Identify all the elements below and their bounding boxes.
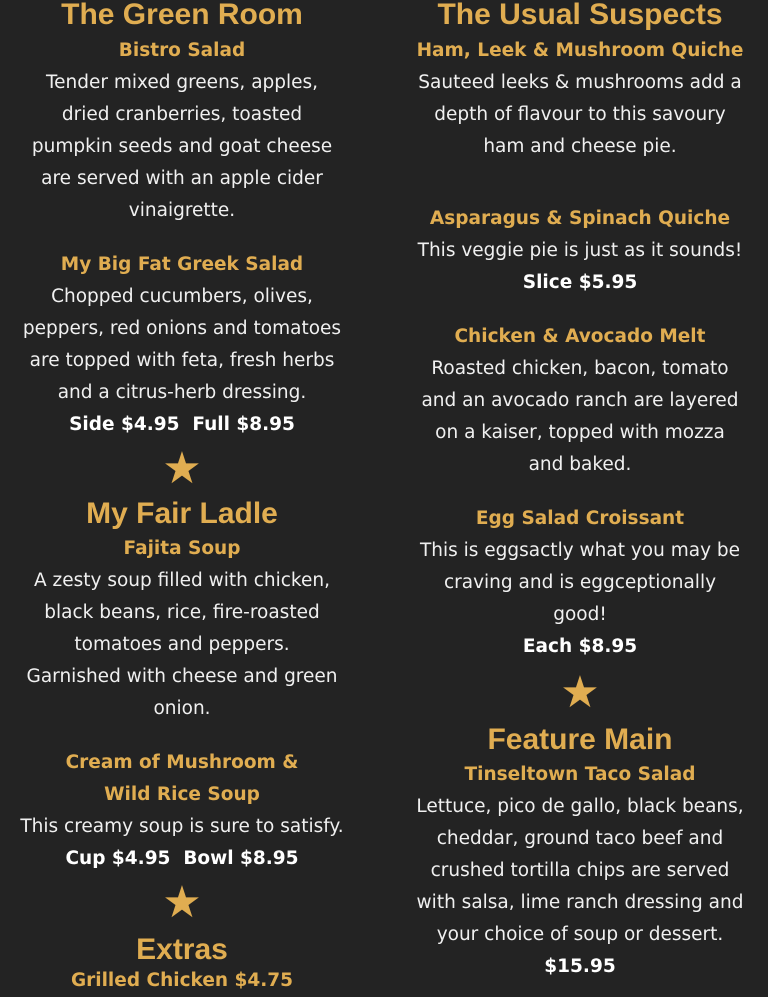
item-desc-fajita-soup: A zesty soup filled with chicken, black beans, rice, fire-roasted tomatoes and peppers. Garnished with cheese and green onion.: [26, 570, 338, 719]
section-title-extras: Extras: [136, 933, 228, 966]
item-desc-greek-salad: Chopped cucumbers, olives, peppers, red onions and tomatoes are topped with feta, fresh herbs and a citrus-herb dressing.: [22, 286, 342, 403]
item-name-asparagus-quiche: Asparagus & Spinach Quiche: [429, 208, 731, 229]
item-name-fajita-soup: Fajita Soup: [123, 538, 241, 559]
left-column: [0, 0, 364, 997]
item-name-egg-croissant: Egg Salad Croissant: [475, 508, 685, 529]
section-title-green-room: The Green Room: [61, 0, 303, 31]
star-icon: ★: [162, 443, 202, 494]
item-name-mushroom-soup: Cream of Mushroom & Wild Rice Soup: [65, 752, 299, 805]
item-name-chicken-melt: Chicken & Avocado Melt: [454, 326, 706, 347]
price-soups: Cup $4.95 Bowl $8.95: [65, 848, 299, 869]
price-quiche-slice: Slice $5.95: [522, 272, 638, 293]
item-name-ham-quiche: Ham, Leek & Mushroom Quiche: [416, 40, 744, 61]
item-name-greek-salad: My Big Fat Greek Salad: [60, 254, 304, 275]
right-column: [392, 0, 768, 983]
item-desc-chicken-melt: Roasted chicken, bacon, tomato and an avocado ranch are layered on a kaiser, topped with mozza and baked.: [421, 358, 739, 475]
star-icon: ★: [162, 877, 202, 928]
item-name-bistro-salad: Bistro Salad: [118, 40, 246, 61]
price-salads: Side $4.95 Full $8.95: [69, 414, 295, 435]
star-icon: ★: [560, 667, 600, 718]
item-desc-ham-quiche: Sauteed leeks & mushrooms add a depth of flavour to this savoury ham and cheese pie.: [418, 72, 742, 157]
section-title-fair-ladle: My Fair Ladle: [86, 497, 278, 530]
item-desc-egg-croissant: This is eggsactly what you may be craving and is eggceptionally good!: [419, 540, 741, 625]
price-taco-salad: $15.95: [544, 956, 616, 977]
item-desc-asparagus-quiche: This veggie pie is just as it sounds!: [417, 240, 743, 261]
item-desc-bistro-salad: Tender mixed greens, apples, dried cranberries, toasted pumpkin seeds and goat cheese are served with an apple cider vinaigrette.: [31, 72, 333, 221]
price-croissant: Each $8.95: [522, 636, 638, 657]
item-extras-grilled-chicken: Grilled Chicken $4.75: [70, 970, 294, 991]
section-title-feature-main: Feature Main: [487, 723, 673, 756]
section-title-usual-suspects: The Usual Suspects: [437, 0, 723, 31]
item-name-taco-salad: Tinseltown Taco Salad: [464, 764, 696, 785]
item-desc-taco-salad: Lettuce, pico de gallo, black beans, cheddar, ground taco beef and crushed tortilla chips are served with salsa, lime ranch dressing and your choice of soup or dessert.: [416, 796, 744, 945]
item-desc-mushroom-soup: This creamy soup is sure to satisfy.: [20, 816, 344, 837]
